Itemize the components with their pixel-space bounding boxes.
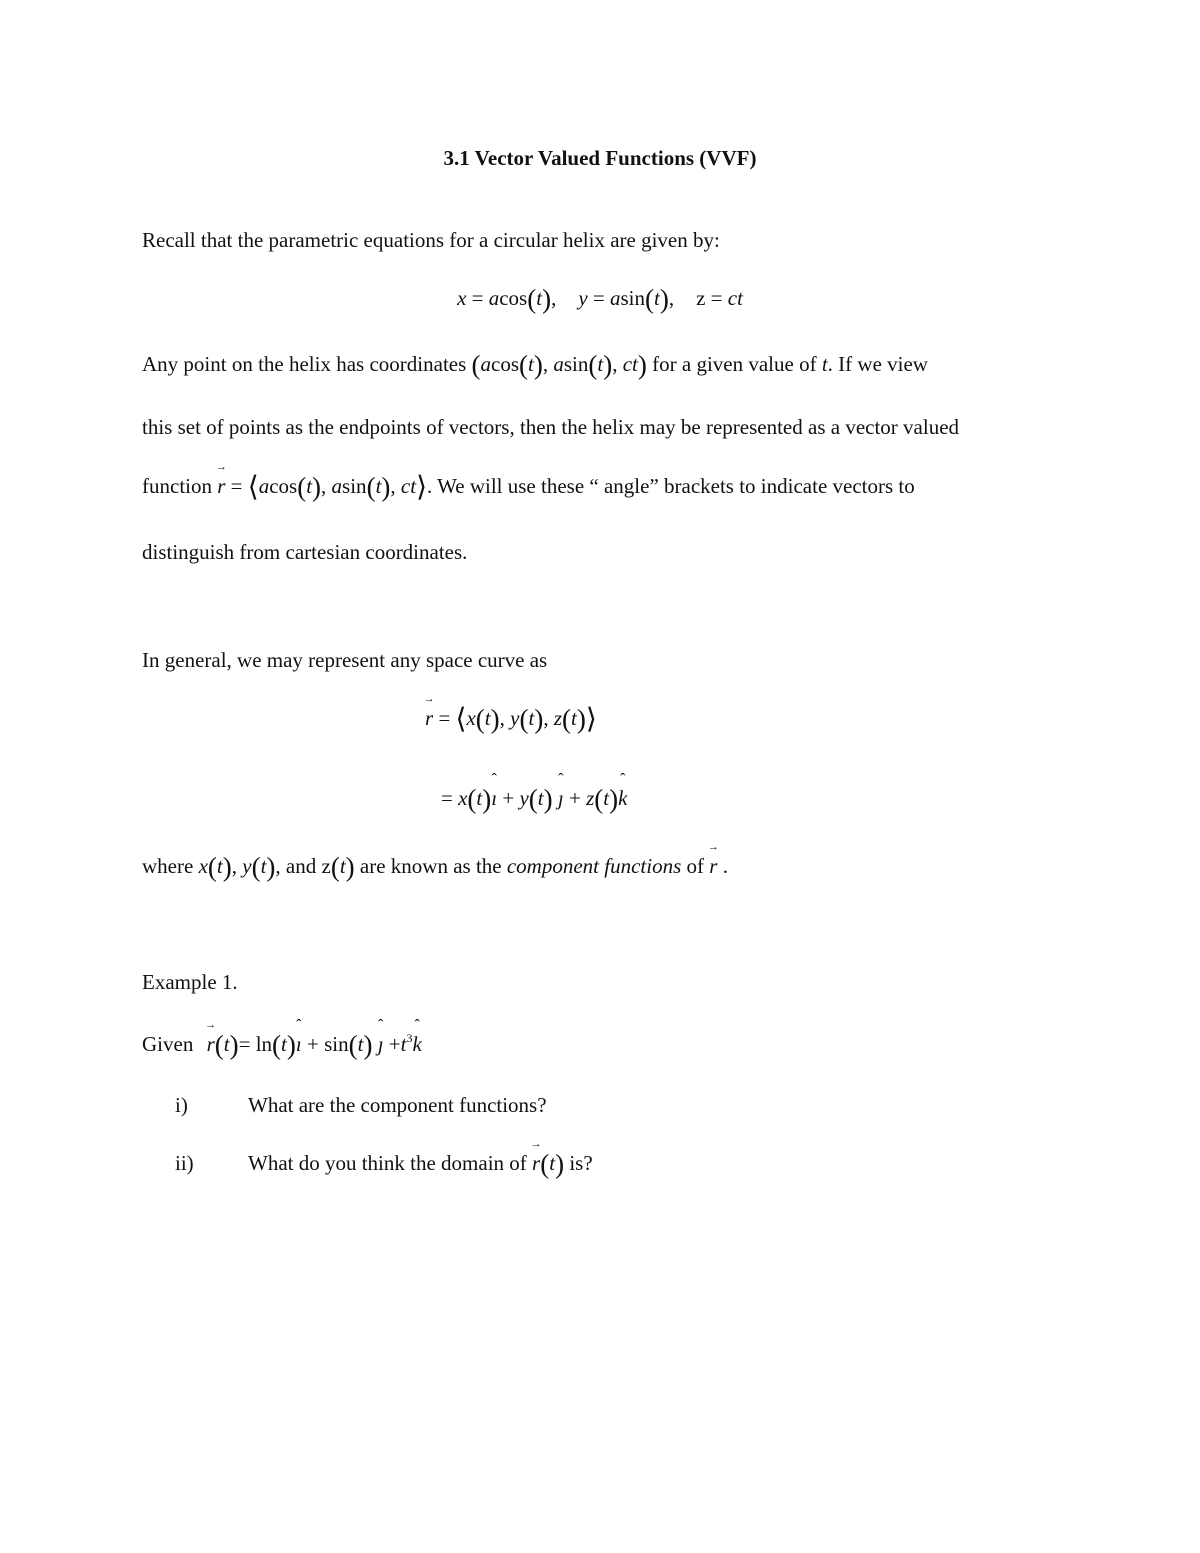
question-1 [0, 1093, 1200, 1123]
component-functions-term: component functions [506, 854, 682, 878]
given-word: Given [142, 1032, 194, 1056]
page-title: 3.1 Vector Valued Functions (VVF) [443, 146, 757, 170]
line1-pre: Any point on the helix has coordinates [142, 352, 467, 376]
recall-text: Recall that the parametric equations for a circular helix are given by: [142, 228, 720, 252]
line1-end: . If we view [827, 352, 928, 376]
question-number: ii) [175, 1151, 194, 1175]
question-text-row: What do you think the domain of → r(t) is? [248, 1151, 593, 1176]
line3-post: . We will use these “ angle” brackets to indicate vectors to [427, 474, 915, 498]
example-label: Example 1. [142, 970, 238, 994]
example-given: Given → r(t)= ln(t)ˆ ı + sin(t) ˆ ȷ $+t^3ˆ$ k [142, 1031, 422, 1057]
question-tail: is? [569, 1151, 593, 1175]
space-curve-vector: → r = ⟨x(t), y(t), z(t)⟩ [425, 706, 597, 731]
of-word: of [686, 854, 704, 878]
paragraph-line-2: this set of points as the endpoints of vectors, then the helix may be represented as a vector valued [142, 415, 960, 439]
component-functions-line: where x(t), y(t), and z(t) are known as the component functions of → r . [142, 854, 728, 879]
question-2 [0, 1151, 1200, 1181]
helix-equations: x = acos(t), y = asin(t), z = ct [457, 284, 743, 314]
where-mid: are known as the [359, 854, 502, 878]
point-coordinates: (acos(t), asin(t), ct) [471, 350, 647, 380]
paragraph-line-1: Any point on the helix has coordinates (acos(t), asin(t), ct) for a given value of t. If we view [142, 350, 928, 380]
where-label: where [142, 854, 194, 878]
line1-post: for a given value of [652, 352, 817, 376]
question-text: What are the component functions? [248, 1093, 547, 1117]
and-word: and [285, 854, 317, 878]
paragraph-line-4: distinguish from cartesian coordinates. [142, 540, 468, 564]
space-curve-unit-vectors: = x(t)ˆ ı + y(t) ˆ ȷ + z(t)ˆ k [441, 786, 627, 811]
paragraph-line-3: function → r = ⟨acos(t), asin(t), ct⟩. We will use these “ angle” brackets to indicate vectors to [142, 474, 915, 499]
question-number: i) [175, 1093, 188, 1117]
general-text: In general, we may represent any space curve as [142, 648, 548, 672]
question-text: What do you think the domain of [248, 1151, 527, 1175]
line3-pre: function [142, 474, 212, 498]
